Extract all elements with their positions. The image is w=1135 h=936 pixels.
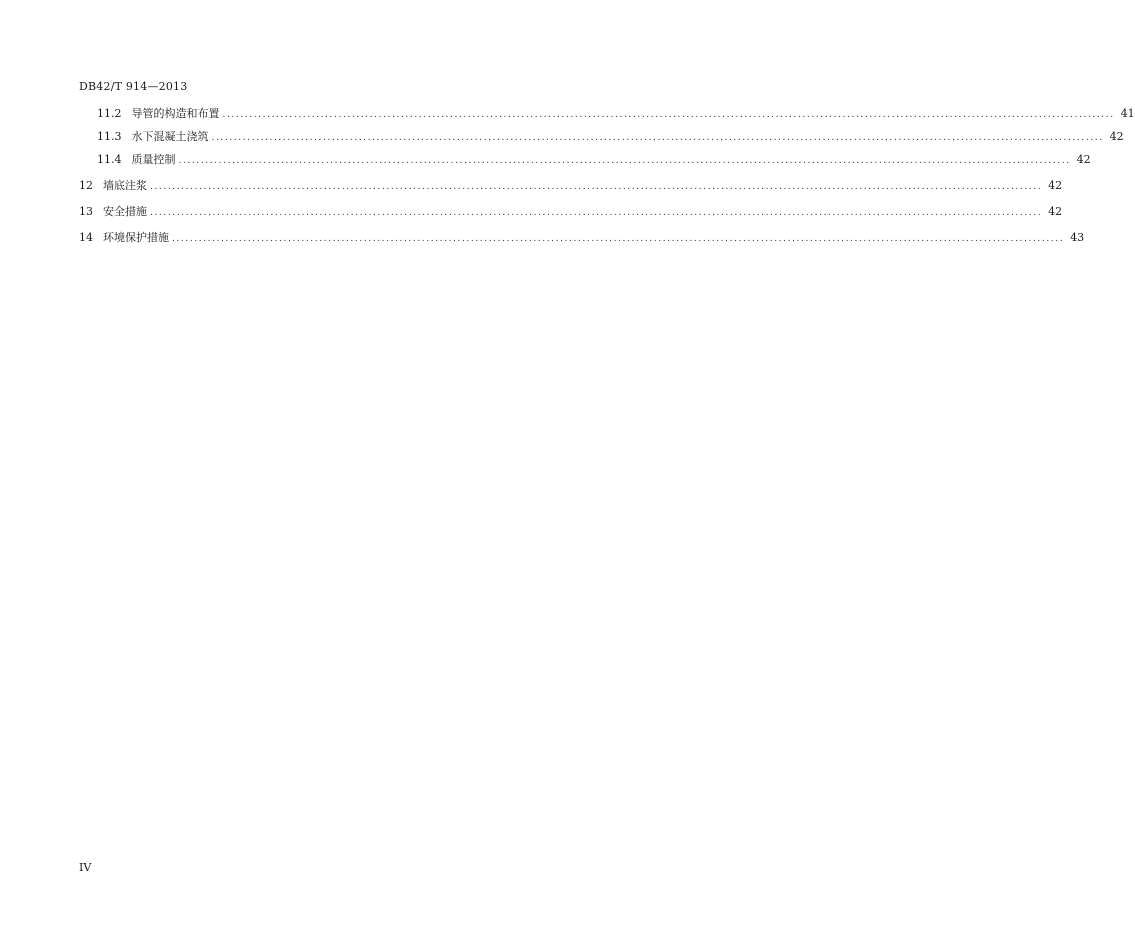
toc-entry-number: 14 <box>79 231 93 244</box>
toc-dot-leader: ........................................................................................................................................................................................................ <box>150 182 1043 192</box>
toc-entry-page: 42 <box>1048 205 1063 218</box>
toc-entry-page: 42 <box>1109 130 1124 143</box>
toc-entry-12[interactable] <box>79 179 1063 193</box>
toc-entry-13[interactable] <box>79 205 1063 219</box>
toc-entry-page: 42 <box>1048 179 1063 192</box>
toc-entry-11-4[interactable] <box>97 153 1091 167</box>
toc-entry-number: 12 <box>79 179 93 192</box>
toc-dot-leader: ........................................................................................................................................................................................................ <box>172 234 1065 244</box>
toc-entry-11-2[interactable] <box>97 107 1135 121</box>
toc-entry-number: 11.4 <box>97 153 122 166</box>
toc-entry-title: 水下混凝土浇筑 <box>131 130 209 143</box>
page-number-footer: IV <box>79 861 92 874</box>
toc-entry-title: 导管的构造和布置 <box>131 107 220 120</box>
document-code-header: DB42/T 914—2013 <box>79 80 188 93</box>
toc-entry-title: 安全措施 <box>103 205 147 218</box>
toc-entry-page: 41 <box>1120 107 1135 120</box>
toc-dot-leader: ........................................................................................................................................................................................................ <box>211 133 1104 143</box>
toc-entry-number: 11.2 <box>97 107 122 120</box>
toc-entry-number: 11.3 <box>97 130 122 143</box>
toc-entry-page: 43 <box>1070 231 1085 244</box>
toc-dot-leader: ........................................................................................................................................................................................................ <box>150 208 1043 218</box>
toc-entry-11-3[interactable] <box>97 130 1124 144</box>
toc-entry-title: 环境保护措施 <box>103 231 169 244</box>
toc-entry-14[interactable] <box>79 231 1085 245</box>
toc-dot-leader: ........................................................................................................................................................................................................ <box>222 110 1115 120</box>
toc-entry-title: 质量控制 <box>131 153 176 166</box>
toc-entry-number: 13 <box>79 205 93 218</box>
toc-entry-title: 墙底注浆 <box>103 179 147 192</box>
toc-entry-page: 42 <box>1076 153 1091 166</box>
toc-dot-leader: ........................................................................................................................................................................................................ <box>178 156 1071 166</box>
